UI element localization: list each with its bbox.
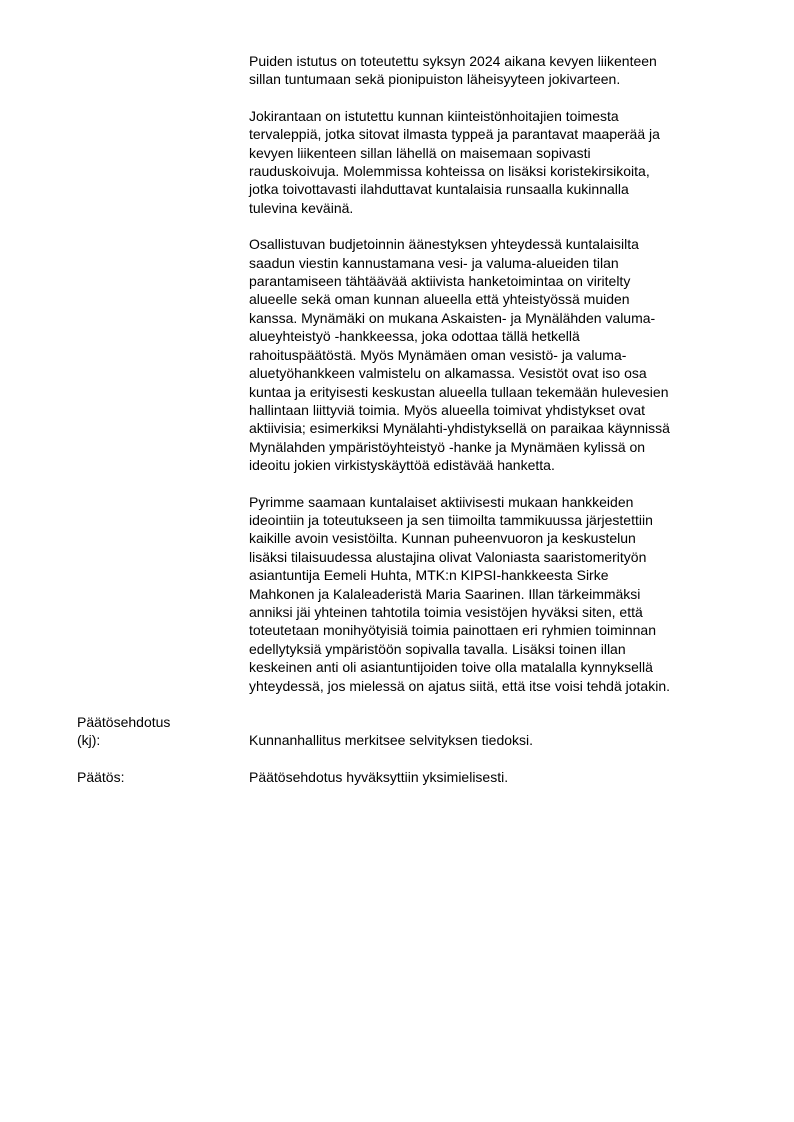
decision-label-text: Päätös: — [77, 769, 125, 785]
decision-proposal-text — [249, 731, 739, 749]
text-line: saadun viestin kannustamana vesi- ja valuma-alueiden tilan — [249, 254, 619, 271]
text-line: Mahkonen ja Kalaleaderistä Maria Saarinen. Illan tärkeimmäksi — [249, 585, 641, 602]
text-line: jotka toivottavasti ilahduttavat kuntalaisia runsaalla kukinnalla — [249, 181, 629, 198]
text-line: kuntaa ja erityisesti keskustan alueella tullaan tekemään hulevesien — [249, 383, 669, 400]
paragraph-planting — [249, 52, 739, 89]
decision-proposal-label-line1: Päätösehdotus — [77, 714, 171, 730]
decision-proposal-label — [77, 713, 247, 750]
text-line: tervaleppiä, jotka sitovat ilmasta typpeä ja parantavat maaperää ja — [249, 126, 660, 143]
text-line: ideoitu jokien virkistyskäyttöä edistävää hanketta. — [249, 457, 555, 474]
paragraph-residents-involvement — [249, 493, 739, 695]
paragraph-riverbank — [249, 107, 739, 217]
text-line: lisäksi tilaisuudessa alustajina olivat Valoniasta saaristomerityön — [249, 548, 647, 565]
decision-value: Päätösehdotus hyväksyttiin yksimielisesti. — [249, 769, 509, 785]
text-line: edellytyksiä ympäristöön sopivalla tavalla. Lisäksi toinen illan — [249, 640, 626, 657]
text-line: alueyhteistyö -hankkeessa, joka odottaa tällä hetkellä — [249, 328, 580, 345]
text-line: Jokirantaan on istutettu kunnan kiinteistönhoitajien toimesta — [249, 107, 619, 124]
text-line: rahoituspäätöstä. Myös Mynämäen oman vesistö- ja valuma- — [249, 346, 627, 363]
text-line: kevyen liikenteen sillan lähellä on maisemaan sopivasti — [249, 144, 591, 161]
text-line: yhteydessä, jos mielessä on ajatus siitä, että itse voisi tehdä jotakin. — [249, 677, 670, 694]
decision-proposal-value: Kunnanhallitus merkitsee selvityksen tiedoksi. — [249, 732, 534, 748]
text-line: alueelle sekä oman kunnan alueella että yhteistyössä muiden — [249, 291, 630, 308]
text-line: asiantuntija Eemeli Huhta, MTK:n KIPSI-hankkeesta Sirke — [249, 567, 609, 584]
decision-text — [249, 768, 739, 786]
text-line: kanssa. Mynämäki on mukana Askaisten- ja Mynälähden valuma- — [249, 309, 656, 326]
text-line: tulevina keväinä. — [249, 199, 354, 216]
text-line: Puiden istutus on toteutettu syksyn 2024 aikana kevyen liikenteen — [249, 53, 657, 69]
text-line: Osallistuvan budjetoinnin äänestyksen yhteydessä kuntalaisilta — [249, 236, 639, 253]
text-line: parantamiseen tähtäävää aktiivista hanketoimintaa on viritelty — [249, 273, 631, 290]
text-line: toteutetaan monihyötyisiä toimia painottaen eri ryhmien toiminnan — [249, 622, 657, 639]
decision-label — [77, 768, 247, 786]
body-text-column — [249, 52, 739, 713]
text-line: aluetyöhankkeen valmistelu on alkamassa. Vesistöt ovat iso osa — [249, 365, 647, 382]
text-line: Mynälahden ympäristöyhteistyö -hanke ja Mynämäen kylissä on — [249, 438, 646, 455]
text-line: sillan tuntumaan sekä pionipuiston läheisyyteen jokivarteen. — [249, 71, 621, 88]
text-line: hallintaan liittyviä toimia. Myös alueella toimivat yhdistykset ovat — [249, 401, 646, 418]
text-line: ideointiin ja toteutukseen ja sen tiimoilta tammikuussa järjestettiin — [249, 511, 653, 528]
text-line: Pyrimme saamaan kuntalaiset aktiivisesti mukaan hankkeiden — [249, 493, 634, 510]
decision-proposal-label-line2: (kj): — [77, 732, 101, 749]
text-line: kaikille avoin vesistöilta. Kunnan puheenvuoron ja keskustelun — [249, 530, 636, 547]
text-line: aktiivisia; esimerkiksi Mynälahti-yhdistyksellä on paraikaa käynnissä — [249, 420, 670, 437]
text-line: rauduskoivuja. Molemmissa kohteissa on lisäksi koristekirsikoita, — [249, 163, 650, 180]
paragraph-participatory-budget — [249, 235, 739, 474]
text-line: anniksi jäi yhteinen tahtotila toimia vesistöjen hyväksi siten, että — [249, 603, 643, 620]
text-line: keskeinen anti oli asiantuntijoiden toive olla matalalla kynnyksellä — [249, 659, 653, 676]
